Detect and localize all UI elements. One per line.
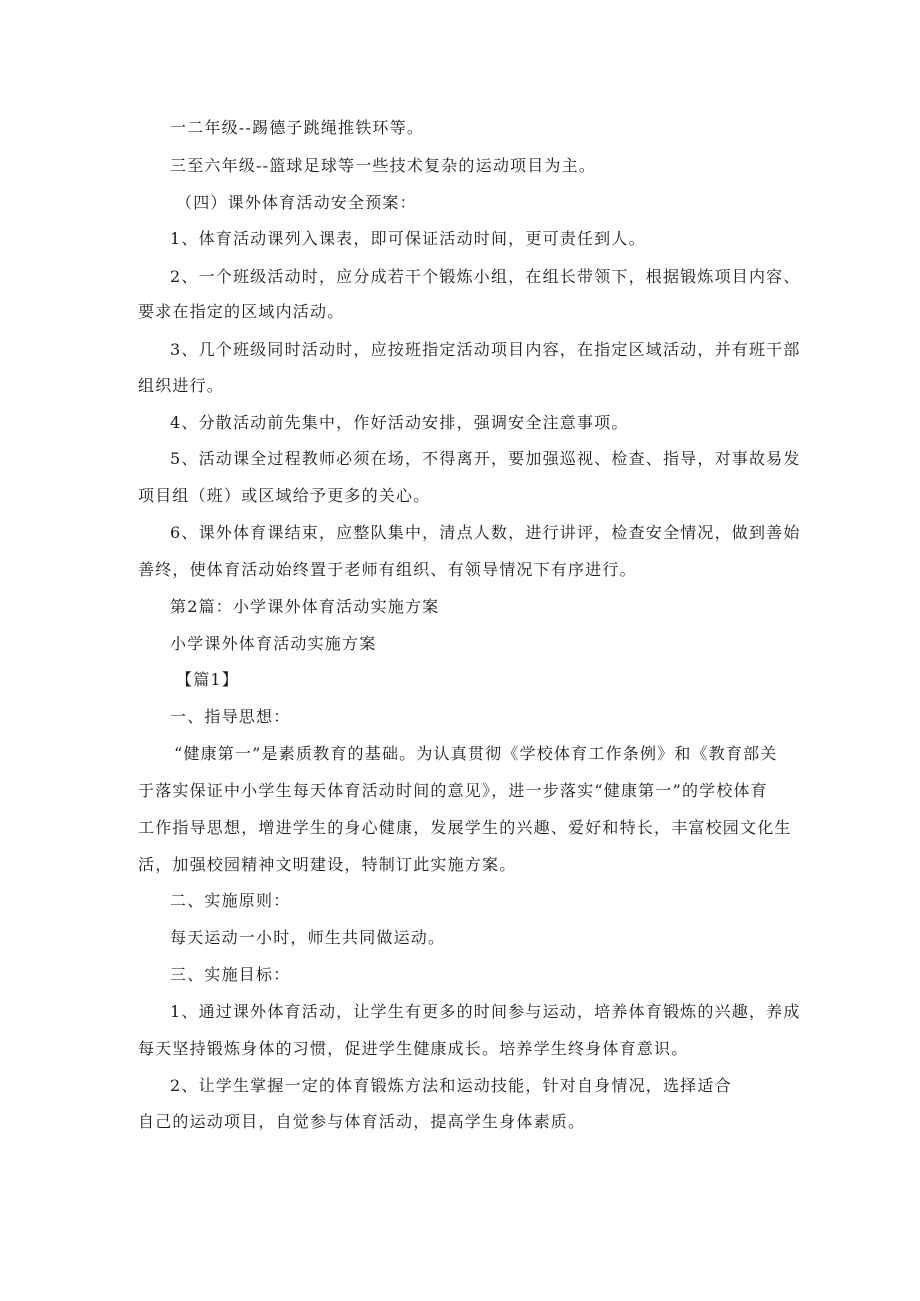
text-line-grade-3-6: 三至六年级--篮球足球等一些技术复杂的运动项目为主。 — [170, 156, 597, 175]
text-line-item-2: 2、一个班级活动时，应分成若干个锻炼小组，在组长带领下，根据锻炼项目内容、 — [170, 267, 801, 286]
text-line-item-2-cont: 要求在指定的区域内活动。 — [138, 302, 345, 321]
text-line-item-6: 6、课外体育课结束，应整队集中，清点人数，进行讲评，检查安全情况，做到善始 — [170, 523, 801, 542]
text-line-principle: 每天运动一小时，师生共同做运动。 — [170, 928, 446, 947]
text-line-goal-2: 2、让学生掌握一定的体育锻炼方法和运动技能，针对自身情况，选择适合 — [170, 1076, 732, 1095]
section-heading-guiding-ideology: 一、指导思想： — [170, 707, 291, 726]
text-line-goal-1-cont: 每天坚持锻炼身体的习惯，促进学生健康成长。培养学生终身体育意识。 — [138, 1039, 689, 1058]
text-line-item-3-cont: 组织进行。 — [138, 376, 225, 395]
text-line-item-4: 4、分散活动前先集中，作好活动安排，强调安全注意事项。 — [170, 413, 629, 432]
paragraph-line-2: 于落实保证中小学生每天体育活动时间的意见》，进一步落实“健康第一”的学校体育 — [138, 781, 768, 800]
section-heading-principles: 二、实施原则： — [170, 891, 291, 910]
text-line-item-6-cont: 善终，使体育活动始终置于老师有组织、有领导情况下有序进行。 — [138, 560, 637, 579]
section-heading-safety-plan: （四）课外体育活动安全预案： — [176, 193, 417, 212]
paragraph-line-3: 工作指导思想，增进学生的身心健康，发展学生的兴趣、爱好和特长，丰富校园文化生 — [138, 818, 792, 837]
document-title: 小学课外体育活动实施方案 — [170, 634, 377, 653]
paragraph-line-4: 活，加强校园精神文明建设，特制订此实施方案。 — [138, 855, 517, 874]
text-line-item-5: 5、活动课全过程教师必须在场，不得离开，要加强巡视、检查、指导，对事故易发 — [170, 449, 801, 468]
text-line-item-5-cont: 项目组（班）或区域给予更多的关心。 — [138, 486, 431, 505]
text-line-goal-2-cont: 自己的运动项目，自觉参与体育活动，提高学生身体素质。 — [138, 1112, 586, 1131]
section-heading-goals: 三、实施目标： — [170, 965, 291, 984]
paragraph-line-1: “健康第一”是素质教育的基础。为认真贯彻《学校体育工作条例》和《教育部关 — [174, 744, 778, 763]
text-line-goal-1: 1、通过课外体育活动，让学生有更多的时间参与运动，培养体育锻炼的兴趣，养成 — [170, 1002, 801, 1021]
text-line-grade-1-2: 一二年级--踢德子跳绳推铁环等。 — [170, 118, 425, 137]
text-line-item-1: 1、体育活动课列入课表，即可保证活动时间，更可责任到人。 — [170, 229, 646, 248]
text-line-item-3: 3、几个班级同时活动时，应按班指定活动项目内容，在指定区域活动，并有班干部 — [170, 340, 801, 359]
part-label: 【篇1】 — [176, 670, 239, 689]
chapter-title: 第2篇：小学课外体育活动实施方案 — [170, 597, 440, 616]
